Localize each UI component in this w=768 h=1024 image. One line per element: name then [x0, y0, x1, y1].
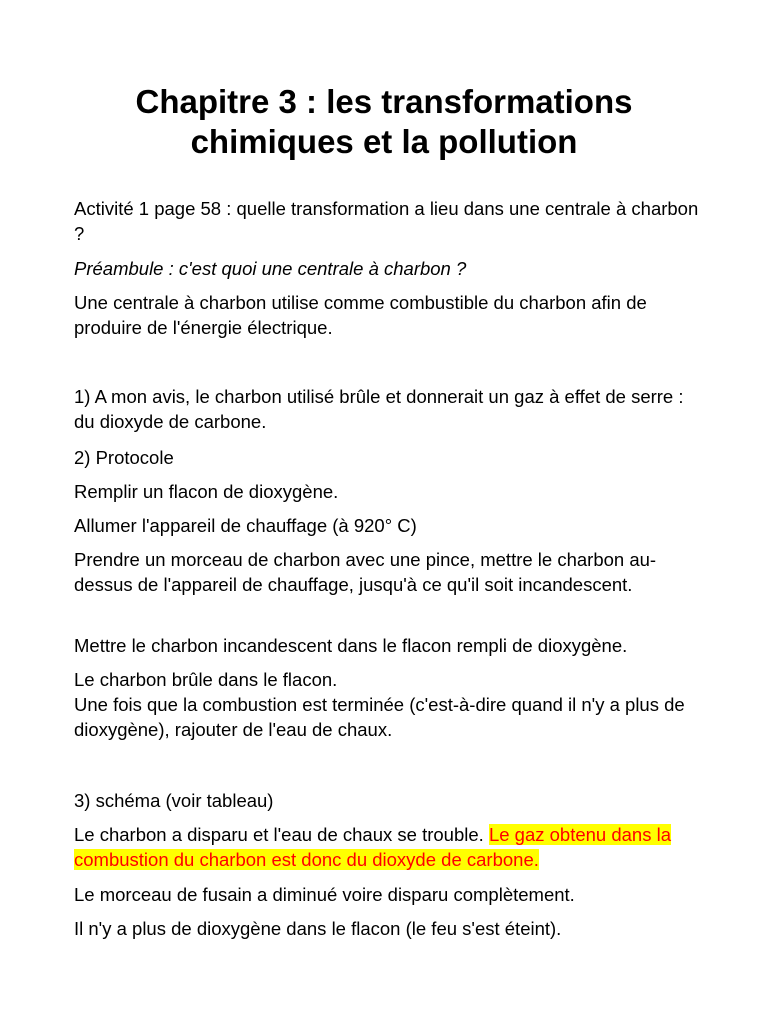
protocol-step-5-line-2: Une fois que la combustion est terminée (c'est-à-dire quand il n'y a plus de dioxygène), rajouter de l'eau de chaux.: [74, 694, 685, 740]
protocol-step-5-line-1: Le charbon brûle dans le flacon.: [74, 669, 338, 690]
protocol-heading: 2) Protocole: [74, 447, 174, 468]
conclusion-highlight: Le gaz obtenu dans la combustion du charbon est donc du dioxyde de carbone.: [74, 824, 672, 870]
observation-fusain: Le morceau de fusain a diminué voire disparu complètement.: [74, 884, 575, 905]
protocol-step-1: Remplir un flacon de dioxygène.: [74, 481, 339, 502]
observation-paragraph: [74, 822, 704, 872]
activity-question: Activité 1 page 58 : quelle transformation a lieu dans une centrale à charbon ?: [74, 198, 699, 244]
page-title: Chapitre 3 : les transformations chimiques et la pollution: [135, 83, 633, 160]
protocol-step-2: Allumer l'appareil de chauffage (à 920° C): [74, 515, 417, 536]
protocol-step-3: Prendre un morceau de charbon avec une pince, mettre le charbon au-dessus de l'appareil de chauffage, jusqu'à ce qu'il soit incandescent.: [74, 549, 657, 595]
protocol-step-4: Mettre le charbon incandescent dans le flacon rempli de dioxygène.: [74, 635, 628, 656]
observation-text: Le charbon a disparu et l'eau de chaux se trouble.: [74, 824, 489, 845]
schema-heading: 3) schéma (voir tableau): [74, 790, 274, 811]
preamble-answer: Une centrale à charbon utilise comme combustible du charbon afin de produire de l'énergie électrique.: [74, 292, 647, 338]
observation-dioxygen: Il n'y a plus de dioxygène dans le flacon (le feu s'est éteint).: [74, 918, 562, 939]
hypothesis-paragraph: 1) A mon avis, le charbon utilisé brûle et donnerait un gaz à effet de serre : du dioxyde de carbone.: [74, 386, 684, 432]
preamble-question: Préambule : c'est quoi une centrale à charbon ?: [74, 258, 467, 279]
protocol-step-5: [74, 667, 704, 742]
